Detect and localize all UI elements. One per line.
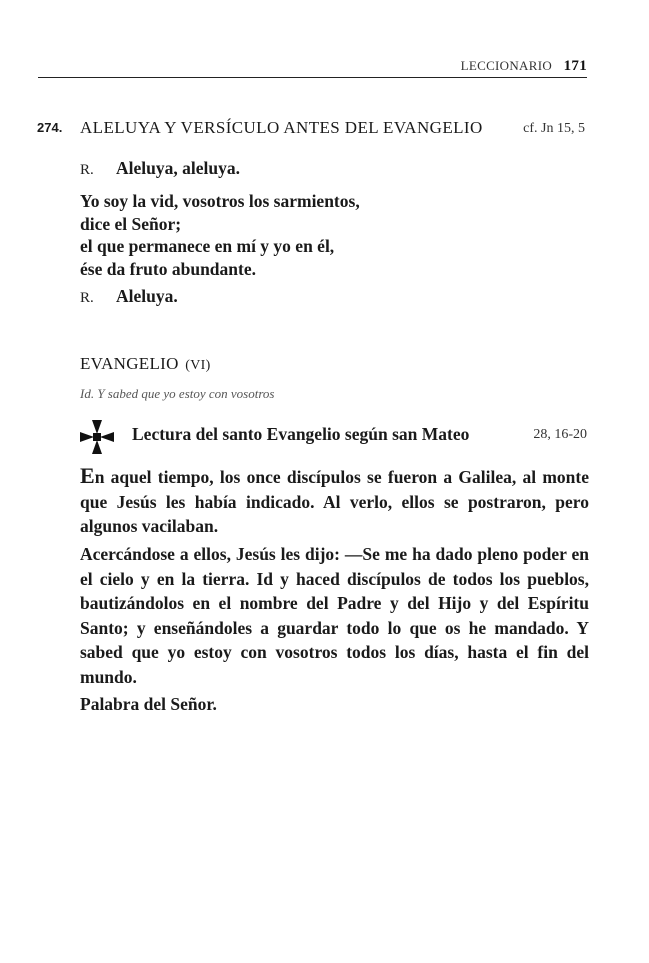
running-title: LECCIONARIO <box>460 58 553 73</box>
running-header <box>38 58 587 75</box>
maltese-cross-icon <box>80 420 114 454</box>
dropcap: E <box>80 463 95 488</box>
paragraph-text: Acercándose a ellos, Jesús les dijo: —Se me ha dado pleno poder en el cielo y en la tierra. Id y haced discípulos de todos los pueblos, bautizándolos en el nombre del Padre y del Hijo y del Espíritu Santo; y enseñándoles a guardar todo lo que os he mandado. Y sabed que yo estoy con vosotros todos los días, hasta el fin del mundo. <box>80 544 589 687</box>
gospel-heading <box>80 354 211 374</box>
response-marker: R. <box>80 290 94 306</box>
page-number: 171 <box>563 58 587 74</box>
header-rule <box>38 77 587 78</box>
response-marker: R. <box>80 162 94 178</box>
verse-line: dice el Señor; <box>80 213 182 234</box>
paragraph-text: n aquel tiempo, los once discípulos se fueron a Galilea, al monte que Jesús les había indicado. Al verlo, ellos se postraron, pero algunos vacilaban. <box>80 467 589 536</box>
section-reference: cf. Jn 15, 5 <box>523 121 585 136</box>
closing-response-text: Aleluya. <box>116 286 178 306</box>
section-number: 274. <box>37 120 63 135</box>
gospel-paragraph <box>80 542 589 689</box>
gospel-closing: Palabra del Señor. <box>80 694 217 714</box>
verse-line: ése da fruto abundante. <box>80 258 256 279</box>
reading-reference: 28, 16-20 <box>533 427 587 442</box>
gospel-caption: Id. Y sabed que yo estoy con vosotros <box>80 386 275 401</box>
response-text: Aleluya, aleluya. <box>116 158 240 178</box>
gospel-title: EVANGELIO <box>80 354 179 373</box>
acclamation-response <box>80 158 590 179</box>
gospel-title-suffix: (VI) <box>185 358 211 373</box>
gospel-paragraph <box>80 464 589 539</box>
verse-line: Yo soy la vid, vosotros los sarmientos, <box>80 191 360 211</box>
section-title: ALELUYA Y VERSÍCULO ANTES DEL EVANGELIO <box>80 118 483 137</box>
acclamation-closing <box>80 286 590 307</box>
reading-title: Lectura del santo Evangelio según san Mateo <box>132 424 470 444</box>
acclamation-verse <box>80 190 590 280</box>
verse-line: el que permanece en mí y yo en él, <box>80 236 335 256</box>
